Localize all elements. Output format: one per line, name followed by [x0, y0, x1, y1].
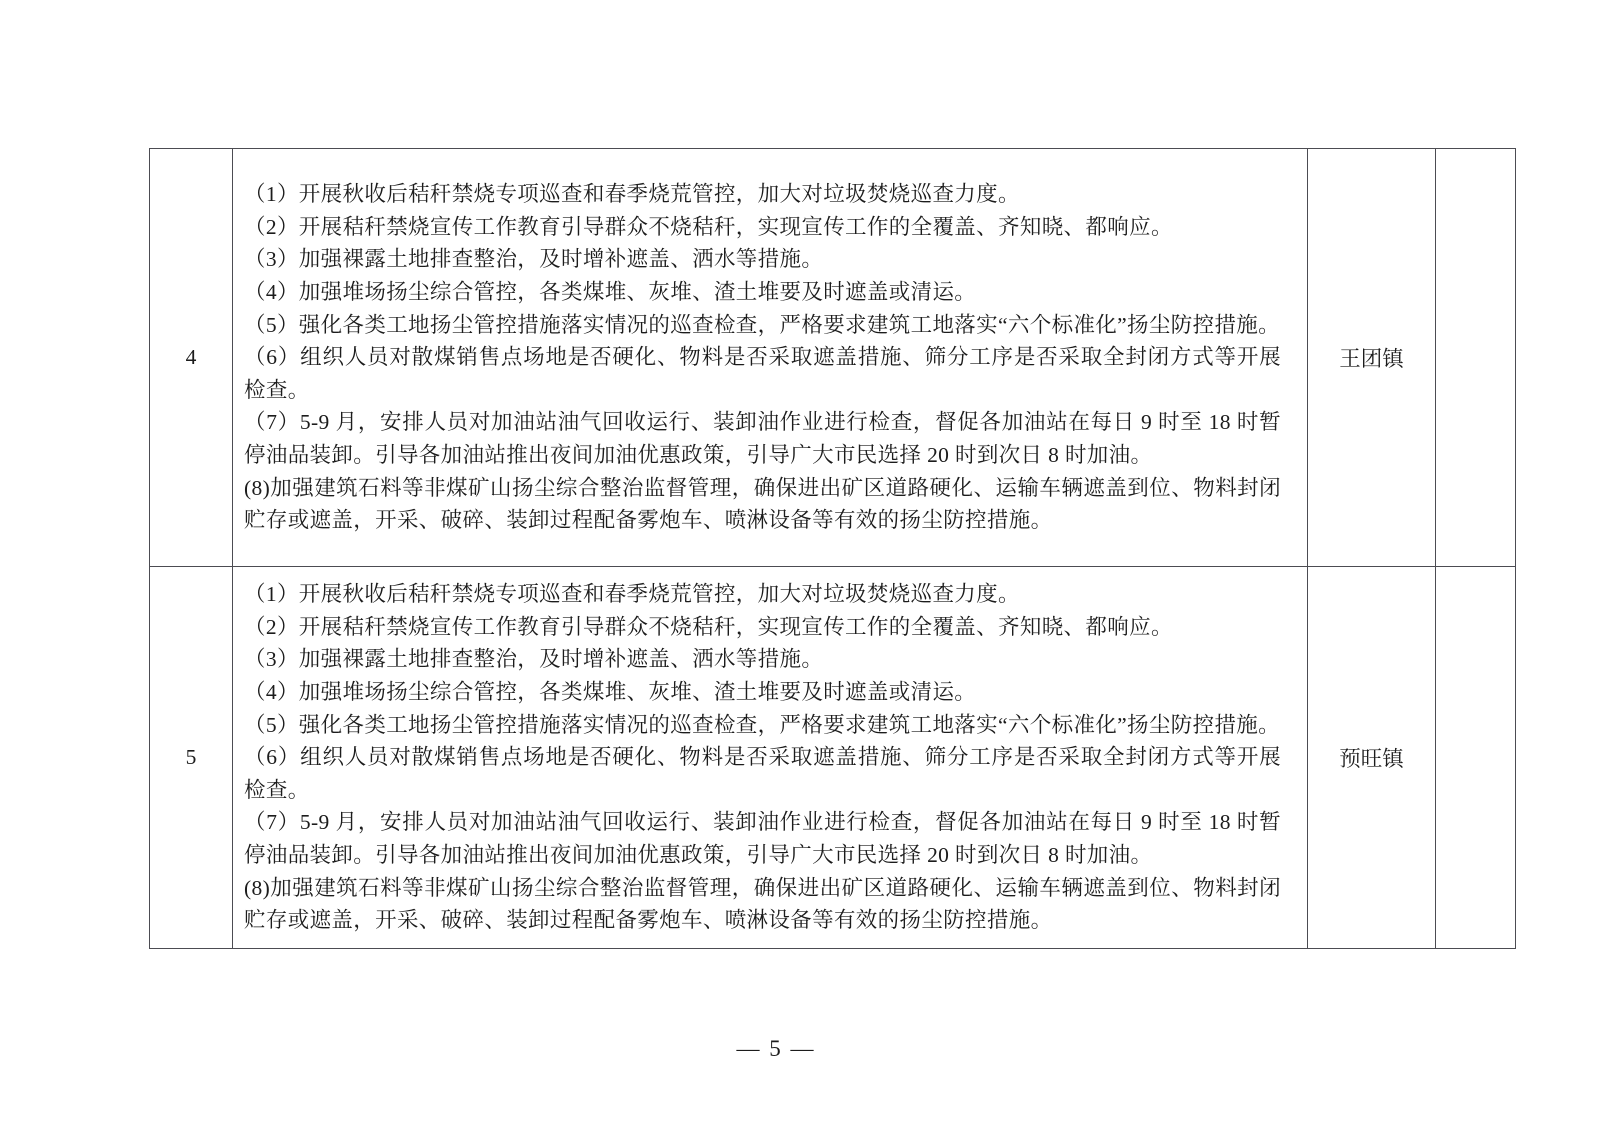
measure-item: (8)加强建筑石料等非煤矿山扬尘综合整治监督管理，确保进出矿区道路硬化、运输车辆遮盖到位、物料封闭贮存或遮盖，开采、破碎、装卸过程配备雾炮车、喷淋设备等有效的扬尘防控措施。 [244, 875, 1281, 933]
measures-cell [232, 149, 1307, 566]
measure-item: （1）开展秋收后秸秆禁烧专项巡查和春季烧荒管控，加大对垃圾焚烧巡查力度。 [244, 182, 1020, 207]
row-index-cell: 5 [185, 745, 197, 769]
task-table [149, 148, 1516, 949]
measure-item: (8)加强建筑石料等非煤矿山扬尘综合整治监督管理，确保进出矿区道路硬化、运输车辆遮盖到位、物料封闭贮存或遮盖，开采、破碎、装卸过程配备雾炮车、喷淋设备等有效的扬尘防控措施。 [244, 475, 1281, 533]
measure-item: （4）加强堆场扬尘综合管控，各类煤堆、灰堆、渣土堆要及时遮盖或清运。 [244, 680, 977, 705]
measure-item: （5）强化各类工地扬尘管控措施落实情况的巡查检查，严格要求建筑工地落实“六个标准化”扬尘防控措施。 [244, 312, 1280, 337]
measure-item: （4）加强堆场扬尘综合管控，各类煤堆、灰堆、渣土堆要及时遮盖或清运。 [244, 280, 977, 305]
responsible-unit-cell: 预旺镇 [1307, 567, 1435, 948]
measure-item: （3）加强裸露土地排查整治，及时增补遮盖、洒水等措施。 [244, 647, 824, 672]
measure-item: （7）5-9 月，安排人员对加油站油气回收运行、装卸油作业进行检查，督促各加油站在每日 9 时至 18 时暂停油品装卸。引导各加油站推出夜间加油优惠政策，引导广大市民选择 20 时到次日 8 时加油。 [244, 410, 1281, 467]
row-index-cell: 4 [185, 345, 197, 369]
table-row [150, 149, 1515, 566]
measure-item: （7）5-9 月，安排人员对加油站油气回收运行、装卸油作业进行检查，督促各加油站在每日 9 时至 18 时暂停油品装卸。引导各加油站推出夜间加油优惠政策，引导广大市民选择 20 时到次日 8 时加油。 [244, 810, 1281, 867]
measure-item: （1）开展秋收后秸秆禁烧专项巡查和春季烧荒管控，加大对垃圾焚烧巡查力度。 [244, 582, 1020, 607]
measures-cell [232, 567, 1307, 948]
measure-item: （6）组织人员对散煤销售点场地是否硬化、物料是否采取遮盖措施、筛分工序是否采取全封闭方式等开展检查。 [244, 345, 1281, 402]
table-row [150, 566, 1515, 948]
page-number: — 5 — [736, 1036, 816, 1061]
responsible-unit-cell: 王团镇 [1307, 149, 1435, 566]
remark-cell [1435, 149, 1515, 566]
measure-item: （2）开展秸秆禁烧宣传工作教育引导群众不烧秸秆，实现宣传工作的全覆盖、齐知晓、都响应。 [244, 614, 1173, 639]
remark-cell [1435, 567, 1515, 948]
measure-item: （6）组织人员对散煤销售点场地是否硬化、物料是否采取遮盖措施、筛分工序是否采取全封闭方式等开展检查。 [244, 745, 1281, 802]
measure-item: （5）强化各类工地扬尘管控措施落实情况的巡查检查，严格要求建筑工地落实“六个标准化”扬尘防控措施。 [244, 712, 1280, 737]
measure-item: （2）开展秸秆禁烧宣传工作教育引导群众不烧秸秆，实现宣传工作的全覆盖、齐知晓、都响应。 [244, 214, 1173, 239]
measure-item: （3）加强裸露土地排查整治，及时增补遮盖、洒水等措施。 [244, 247, 824, 272]
